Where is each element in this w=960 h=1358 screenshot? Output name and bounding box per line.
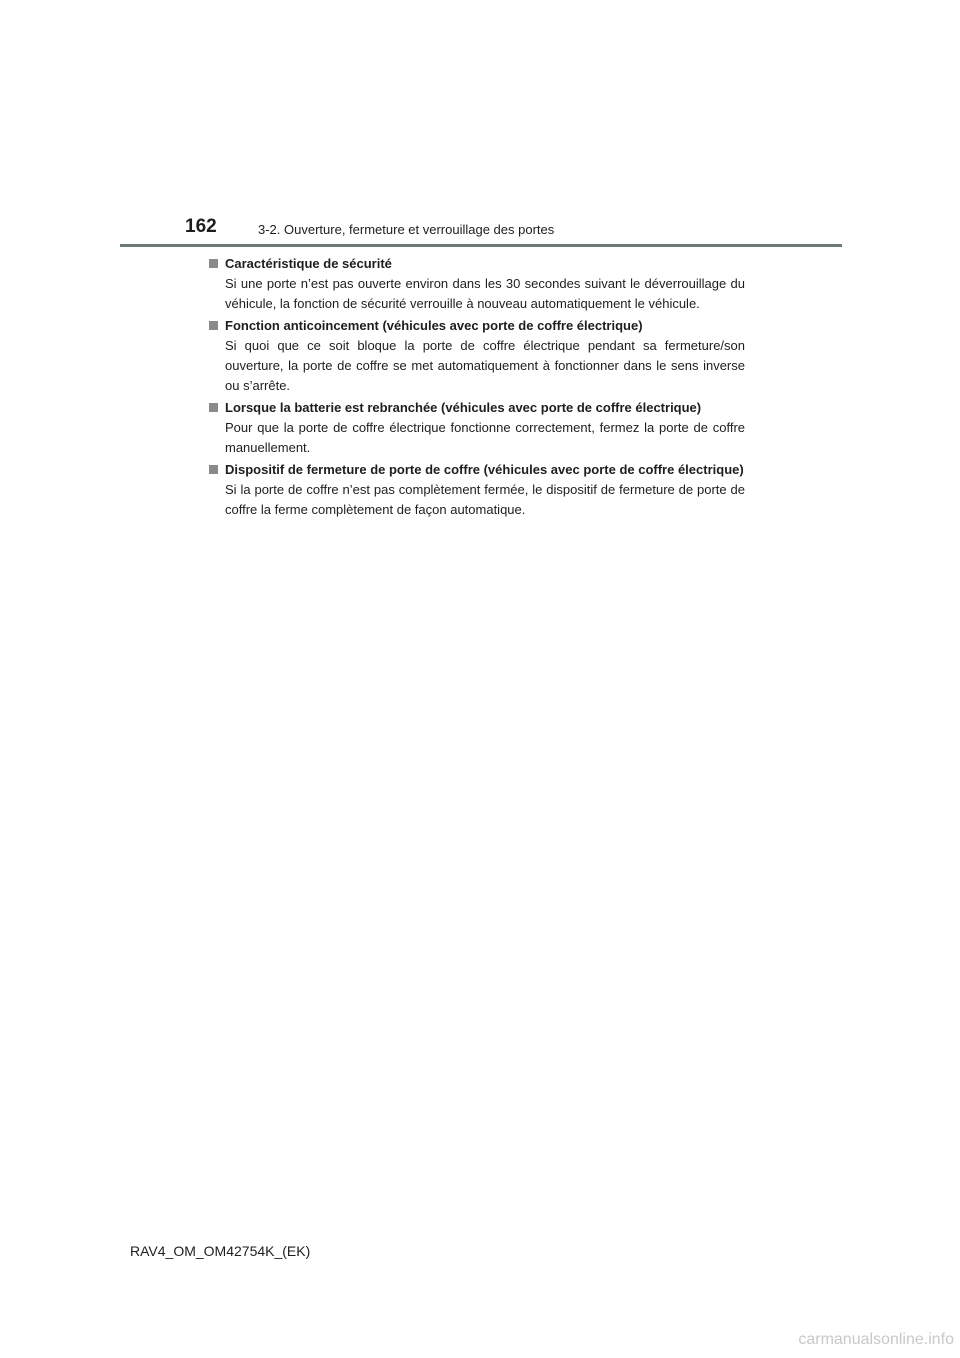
item-heading xyxy=(209,460,745,480)
item-heading-text: Fonction anticoincement (véhicules avec porte de coffre électrique) xyxy=(225,318,643,333)
header-divider xyxy=(120,244,842,247)
document-code: RAV4_OM_OM42754K_(EK) xyxy=(130,1243,311,1259)
list-item xyxy=(209,398,745,458)
item-heading-text: Dispositif de fermeture de porte de coffre (véhicules avec porte de coffre électrique) xyxy=(225,462,744,477)
square-bullet-icon xyxy=(209,465,218,474)
square-bullet-icon xyxy=(209,259,218,268)
item-body: Pour que la porte de coffre électrique fonctionne correctement, fermez la porte de coffre manuellement. xyxy=(225,420,745,455)
watermark: carmanualsonline.info xyxy=(798,1331,954,1348)
square-bullet-icon xyxy=(209,321,218,330)
item-heading xyxy=(209,316,745,336)
page-number: 162 xyxy=(185,216,217,237)
section-title: 3-2. Ouverture, fermeture et verrouillage des portes xyxy=(258,222,555,237)
list-item xyxy=(209,460,745,520)
content-area xyxy=(209,254,745,522)
item-body: Si une porte n’est pas ouverte environ dans les 30 secondes suivant le déverrouillage du véhicule, la fonction de sécurité verrouille à nouveau automatiquement le véhicule. xyxy=(225,276,745,311)
item-heading-text: Lorsque la batterie est rebranchée (véhicules avec porte de coffre électrique) xyxy=(225,400,702,415)
item-heading xyxy=(209,254,745,274)
list-item xyxy=(209,316,745,396)
item-body: Si la porte de coffre n’est pas complètement fermée, le dispositif de fermeture de porte de coffre la ferme complètement de façon automatique. xyxy=(225,482,745,517)
item-heading-text: Caractéristique de sécurité xyxy=(225,256,392,271)
list-item xyxy=(209,254,745,314)
square-bullet-icon xyxy=(209,403,218,412)
item-heading xyxy=(209,398,745,418)
item-body: Si quoi que ce soit bloque la porte de coffre électrique pendant sa fermeture/son ouverture, la porte de coffre se met automatiquement à fonctionner dans le sens inverse ou s’arrête. xyxy=(225,338,745,393)
